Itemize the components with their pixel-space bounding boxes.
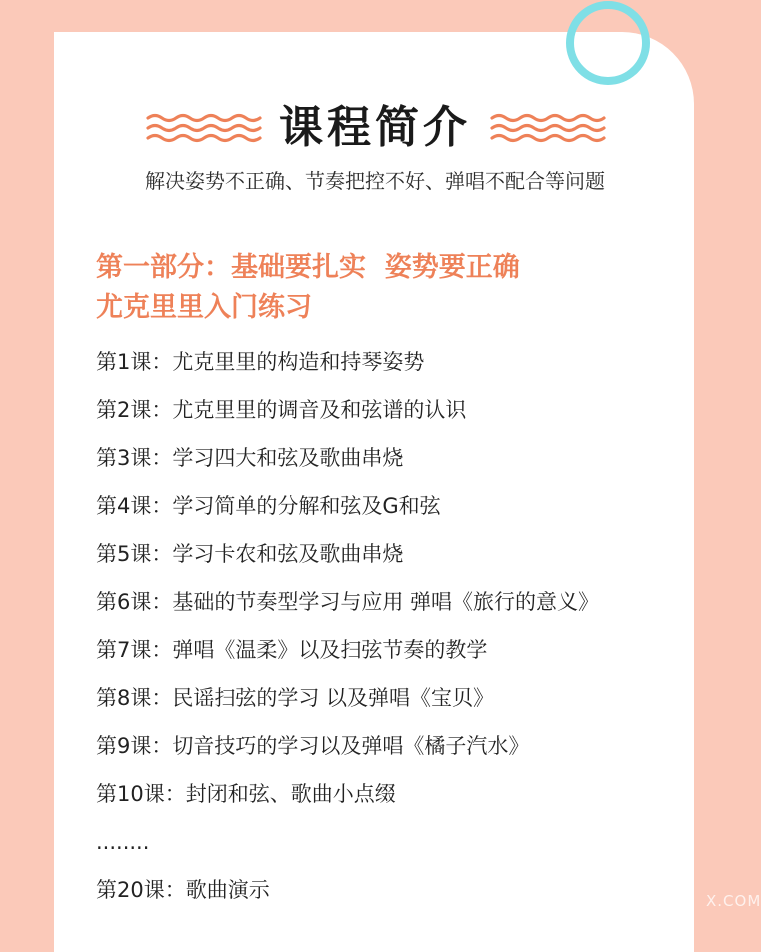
section-heading-line-1: 第一部分：基础要扎实 姿势要正确	[96, 252, 520, 283]
lesson-item: 第1课：尤克里里的构造和持琴姿势	[96, 350, 425, 374]
section-heading	[96, 248, 656, 328]
lesson-ellipsis: ........	[96, 830, 150, 854]
lesson-item: 第5课：学习卡农和弦及歌曲串烧	[96, 542, 404, 566]
section-heading-line-2: 尤克里里入门练习	[96, 292, 312, 323]
lesson-item: 第2课：尤克里里的调音及和弦谱的认识	[96, 398, 467, 422]
lesson-item: 第7课：弹唱《温柔》以及扫弦节奏的教学	[96, 638, 488, 662]
lesson-item: 第10课：封闭和弦、歌曲小点缀	[96, 782, 396, 806]
lesson-item: 第9课：切音技巧的学习以及弹唱《橘子汽水》	[96, 734, 530, 758]
decorative-ring-icon	[566, 1, 650, 85]
lesson-item: 第8课：民谣扫弦的学习 以及弹唱《宝贝》	[96, 686, 495, 710]
watermark-text: X.COM	[706, 892, 761, 910]
lesson-item: 第6课：基础的节奏型学习与应用 弹唱《旅行的意义》	[96, 590, 600, 614]
lesson-item: 第20课：歌曲演示	[96, 878, 270, 902]
page-subtitle: 解决姿势不正确、节奏把控不好、弹唱不配合等问题	[145, 169, 605, 193]
lesson-list	[96, 340, 696, 916]
lesson-item: 第4课：学习简单的分解和弦及G和弦	[96, 494, 441, 518]
lesson-item: 第3课：学习四大和弦及歌曲串烧	[96, 446, 404, 470]
page-title: 课程简介	[279, 102, 471, 153]
